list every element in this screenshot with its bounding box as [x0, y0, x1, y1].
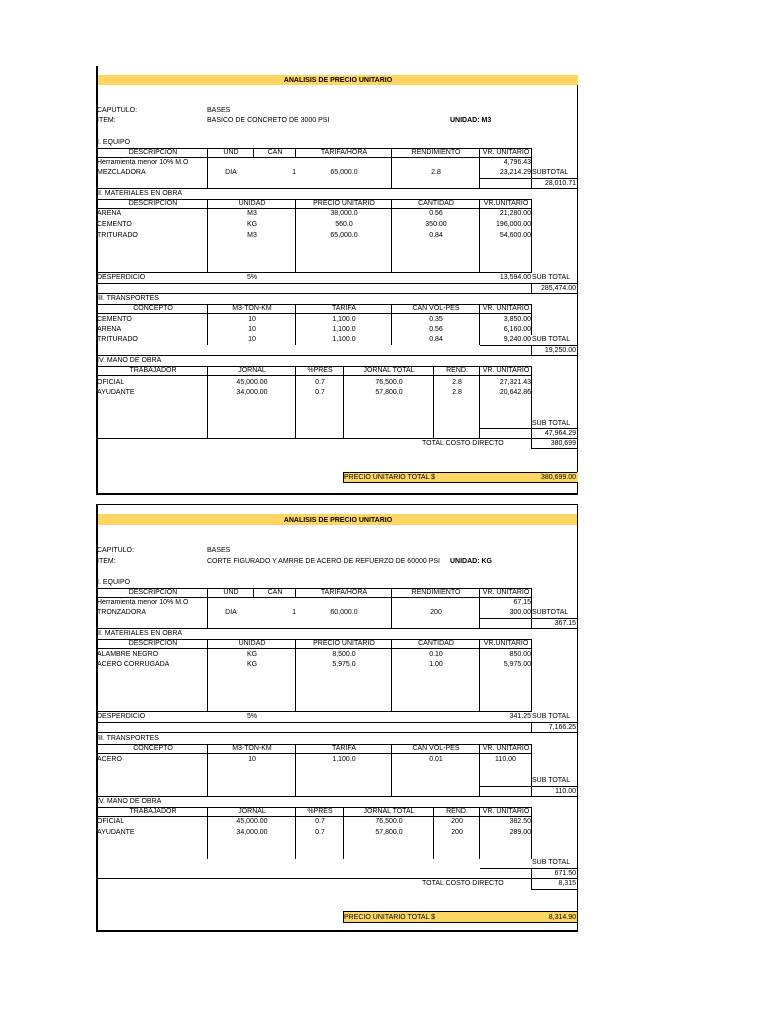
- item-label: ITEM:: [97, 117, 116, 124]
- table-cell: TRONZADORA: [97, 609, 146, 616]
- apu-sheet-1: [96, 66, 578, 495]
- subtotal-label: SUB TOTAL: [532, 420, 571, 427]
- table-cell: 67.15: [513, 599, 531, 606]
- section-materiales: II. MATERIALES EN OBRA: [97, 190, 183, 197]
- subtotal-value: 367.15: [554, 620, 576, 627]
- table-cell: M3: [247, 232, 257, 239]
- table-cell: 23,214.29: [499, 169, 531, 176]
- table-cell: 60,000.0: [330, 609, 358, 616]
- table-cell: 20,642.86: [499, 389, 531, 396]
- col-header: M3-TON-KM: [232, 305, 272, 312]
- table-cell: 200: [451, 829, 463, 836]
- precio-total-value: 8,314.90: [548, 914, 576, 921]
- item-label: ITEM:: [97, 558, 116, 565]
- capitulo-value: BASES: [207, 107, 231, 114]
- table-cell: MEZCLADORA: [97, 169, 146, 176]
- table-cell: ACERO: [97, 756, 122, 763]
- total-directo-value: 8,315: [558, 880, 576, 887]
- table-cell: 9,240.00: [503, 336, 531, 343]
- col-header: PRECIO UNITARIO: [313, 640, 375, 647]
- subtotal-label: SUB TOTAL: [532, 777, 571, 784]
- desperdicio-value: 341.25: [509, 713, 531, 720]
- section-mano-obra: IV. MANO DE OBRA: [97, 798, 162, 805]
- capitulo-value: BASES: [207, 547, 231, 554]
- table-cell: 0.35: [429, 316, 443, 323]
- col-header: RENDIMIENTO: [411, 589, 461, 596]
- col-header: TRABAJADOR: [129, 808, 177, 815]
- table-cell: Herramienta menor 10% M.O: [97, 159, 189, 166]
- table-cell: 0.7: [315, 818, 325, 825]
- subtotal-label: SUB TOTAL: [532, 274, 571, 281]
- col-header: TRABAJADOR: [129, 367, 177, 374]
- col-header: REND.: [446, 808, 468, 815]
- table-cell: 2.8: [431, 169, 441, 176]
- unidad-value: UNIDAD: M3: [450, 117, 492, 124]
- table-cell: 0.56: [429, 326, 443, 333]
- col-header: VR. UNITARIO: [482, 367, 530, 374]
- col-header: UND: [223, 589, 239, 596]
- precio-total-label: PRECIO UNITARIO TOTAL $: [344, 474, 436, 481]
- table-cell: TRITURADO: [97, 232, 138, 239]
- table-cell: KG: [246, 651, 258, 658]
- table-cell: 0.10: [429, 651, 443, 658]
- table-cell: 34,000.00: [236, 829, 268, 836]
- table-cell: 110.00: [495, 756, 516, 763]
- sheet-border: [577, 504, 578, 932]
- col-header: JORNAL: [238, 367, 266, 374]
- table-cell: CEMENTO: [97, 221, 132, 228]
- precio-total-label: PRECIO UNITARIO TOTAL $: [344, 914, 436, 921]
- table-cell: 200: [451, 818, 463, 825]
- col-header: UNIDAD: [238, 640, 266, 647]
- col-header: JORNAL TOTAL: [363, 808, 415, 815]
- subtotal-value: 28,010.71: [544, 180, 576, 187]
- col-header: VR.UNITARIO: [483, 200, 529, 207]
- table-cell: 0.7: [315, 389, 325, 396]
- col-header: VR. UNITARIO: [482, 808, 530, 815]
- table-cell: 1,100.0: [332, 326, 356, 333]
- subtotal-label: SUB TOTAL: [532, 713, 571, 720]
- col-header: TARIFA: [332, 745, 356, 752]
- col-header: CANTIDAD: [418, 200, 454, 207]
- desperdicio-label: DESPERDICIO: [97, 274, 146, 281]
- table-cell: 45,000.00: [236, 379, 268, 386]
- table-cell: 1: [292, 609, 296, 616]
- col-header: RENDIMIENTO: [411, 149, 461, 156]
- table-cell: AYUDANTE: [97, 389, 135, 396]
- item-value: CORTE FIGURADO Y AMRRE DE ACERO DE REFUERZO DE 60000 PSI: [207, 558, 441, 565]
- col-header: VR.UNITARIO: [483, 640, 529, 647]
- col-header: CAN VOL-PES: [412, 745, 460, 752]
- capitulo-label: CAPUTULO:: [97, 107, 138, 114]
- table-cell: 1: [292, 169, 296, 176]
- subtotal-label: SUBTOTAL: [532, 609, 569, 616]
- subtotal-label: SUBTOTAL: [532, 169, 569, 176]
- section-materiales: II. MATERIALES EN OBRA: [97, 630, 183, 637]
- table-cell: ARENA: [97, 326, 122, 333]
- col-header: VR. UNITARIO: [482, 305, 530, 312]
- col-header: %PRES: [307, 367, 333, 374]
- section-transportes: III. TRANSPORTES: [97, 735, 159, 742]
- table-cell: 5,975.00: [503, 661, 531, 668]
- item-value: BASICO DE CONCRETO DE 3000 PSI: [207, 117, 330, 124]
- sheet-title: ANALISIS DE PRECIO UNITARIO: [283, 517, 393, 524]
- col-header: TARIFA: [332, 305, 356, 312]
- col-header: TARIFA/HORA: [320, 149, 368, 156]
- table-cell: 2.8: [452, 389, 462, 396]
- col-header: M3-TON-KM: [232, 745, 272, 752]
- table-cell: 0.7: [315, 379, 325, 386]
- table-cell: 200: [430, 609, 442, 616]
- table-cell: M3: [247, 210, 257, 217]
- table-cell: 10: [248, 316, 256, 323]
- table-cell: Herramienta menor 10% M.O: [97, 599, 189, 606]
- desperdicio-value: 13,594.00: [499, 274, 531, 281]
- col-header: DESCRIPCION: [128, 640, 178, 647]
- desperdicio-pct: 5%: [246, 274, 258, 281]
- col-header: DESCRIPCION: [128, 200, 178, 207]
- table-cell: DIA: [225, 609, 237, 616]
- table-cell: 4,796.43: [503, 159, 531, 166]
- apu-sheet-2: [96, 504, 578, 932]
- col-header: CAN: [267, 589, 283, 596]
- table-cell: 76,500.0: [375, 818, 403, 825]
- col-header: CANTIDAD: [418, 640, 454, 647]
- table-cell: 2.8: [452, 379, 462, 386]
- col-header: UND: [223, 149, 239, 156]
- subtotal-label: SUB TOTAL: [532, 336, 571, 343]
- table-cell: ACERO CORRUGADA: [97, 661, 170, 668]
- col-header: CAN: [267, 149, 283, 156]
- total-directo-label: TOTAL COSTO DIRECTO: [422, 880, 504, 887]
- table-cell: 0.01: [429, 756, 443, 763]
- section-equipo: I. EQUIPO: [97, 139, 131, 146]
- table-cell: 57,800.0: [375, 389, 403, 396]
- section-mano-obra: IV. MANO DE OBRA: [97, 357, 162, 364]
- table-cell: 300.00: [509, 609, 531, 616]
- table-cell: 21,280.00: [499, 210, 531, 217]
- subtotal-value: 285,474.00: [540, 285, 576, 292]
- table-cell: 10: [248, 756, 256, 763]
- table-cell: 34,000.00: [236, 389, 268, 396]
- table-cell: 1,100.0: [332, 756, 356, 763]
- table-cell: DIA: [225, 169, 237, 176]
- table-cell: 0.84: [429, 232, 443, 239]
- col-header: %PRES: [307, 808, 333, 815]
- col-header: CONCEPTO: [133, 745, 173, 752]
- table-cell: 850.00: [509, 651, 531, 658]
- sheet-border: [96, 504, 578, 505]
- table-cell: ARENA: [97, 210, 122, 217]
- subtotal-label: SUB TOTAL: [532, 859, 571, 866]
- col-header: PRECIO UNITARIO: [313, 200, 375, 207]
- col-header: CONCEPTO: [133, 305, 173, 312]
- sheet-border: [96, 493, 578, 495]
- col-header: JORNAL: [238, 808, 266, 815]
- table-cell: ALAMBRE NEGRO: [97, 651, 159, 658]
- subtotal-value: 671.50: [554, 870, 576, 877]
- table-cell: 10: [248, 336, 256, 343]
- table-cell: 38,000.0: [330, 210, 358, 217]
- sheet-border: [96, 930, 578, 932]
- table-cell: 350.00: [425, 221, 447, 228]
- subtotal-value: 7,166.25: [548, 724, 576, 731]
- table-cell: 76,500.0: [375, 379, 403, 386]
- table-cell: KG: [246, 661, 258, 668]
- table-cell: 0.84: [429, 336, 443, 343]
- table-cell: 3,850.00: [503, 316, 531, 323]
- col-header: UNIDAD: [238, 200, 266, 207]
- table-cell: 289.00: [509, 829, 531, 836]
- table-cell: 57,800.0: [375, 829, 403, 836]
- sheet-title: ANALISIS DE PRECIO UNITARIO: [283, 77, 393, 84]
- table-cell: 382.50: [509, 818, 531, 825]
- col-header: REND.: [446, 367, 468, 374]
- precio-total-value: 380,699.00: [540, 474, 576, 481]
- table-cell: 65,000.0: [330, 169, 358, 176]
- subtotal-value: 110.00: [555, 788, 576, 795]
- sheet-border: [577, 75, 578, 495]
- table-cell: 0.7: [315, 829, 325, 836]
- section-transportes: III. TRANSPORTES: [97, 295, 159, 302]
- col-header: CAN VOL-PES: [412, 305, 460, 312]
- subtotal-value: 19,250.00: [544, 347, 576, 354]
- table-cell: 10: [248, 326, 256, 333]
- table-cell: 1,100.0: [332, 336, 356, 343]
- col-header: TARIFA/HORA: [320, 589, 368, 596]
- table-cell: AYUDANTE: [97, 829, 135, 836]
- total-directo-value: 380,699: [550, 440, 576, 447]
- table-cell: 1.00: [429, 661, 443, 668]
- table-cell: CEMENTO: [97, 316, 132, 323]
- desperdicio-label: DESPERDICIO: [97, 713, 146, 720]
- table-cell: 8,500.0: [332, 651, 356, 658]
- table-cell: 5,975.0: [332, 661, 356, 668]
- table-cell: 1,100.0: [332, 316, 356, 323]
- col-header: DESCRIPCION: [128, 149, 178, 156]
- table-cell: 196,000.00: [495, 221, 531, 228]
- unidad-value: UNIDAD: KG: [450, 558, 492, 565]
- col-header: VR. UNITARIO: [482, 589, 530, 596]
- total-directo-label: TOTAL COSTO DIRECTO: [422, 440, 504, 447]
- table-cell: 6,160.00: [503, 326, 531, 333]
- section-equipo: I. EQUIPO: [97, 579, 131, 586]
- table-cell: 65,000.0: [330, 232, 358, 239]
- desperdicio-pct: 5%: [246, 713, 258, 720]
- capitulo-label: CAPITULO:: [97, 547, 134, 554]
- col-header: JORNAL TOTAL: [363, 367, 415, 374]
- table-cell: OFICIAL: [97, 818, 125, 825]
- subtotal-value: 47,964.29: [544, 430, 576, 437]
- col-header: VR. UNITARIO: [482, 745, 530, 752]
- table-cell: 54,600.00: [499, 232, 531, 239]
- col-header: DESCRIPCION: [128, 589, 178, 596]
- table-cell: OFICIAL: [97, 379, 125, 386]
- table-cell: TRITURADO: [97, 336, 138, 343]
- table-cell: 27,321.43: [499, 379, 531, 386]
- col-header: VR. UNITARIO: [482, 149, 530, 156]
- table-cell: 45,000.00: [236, 818, 268, 825]
- table-cell: 560.0: [335, 221, 353, 228]
- table-cell: 0.56: [429, 210, 443, 217]
- table-cell: KG: [246, 221, 258, 228]
